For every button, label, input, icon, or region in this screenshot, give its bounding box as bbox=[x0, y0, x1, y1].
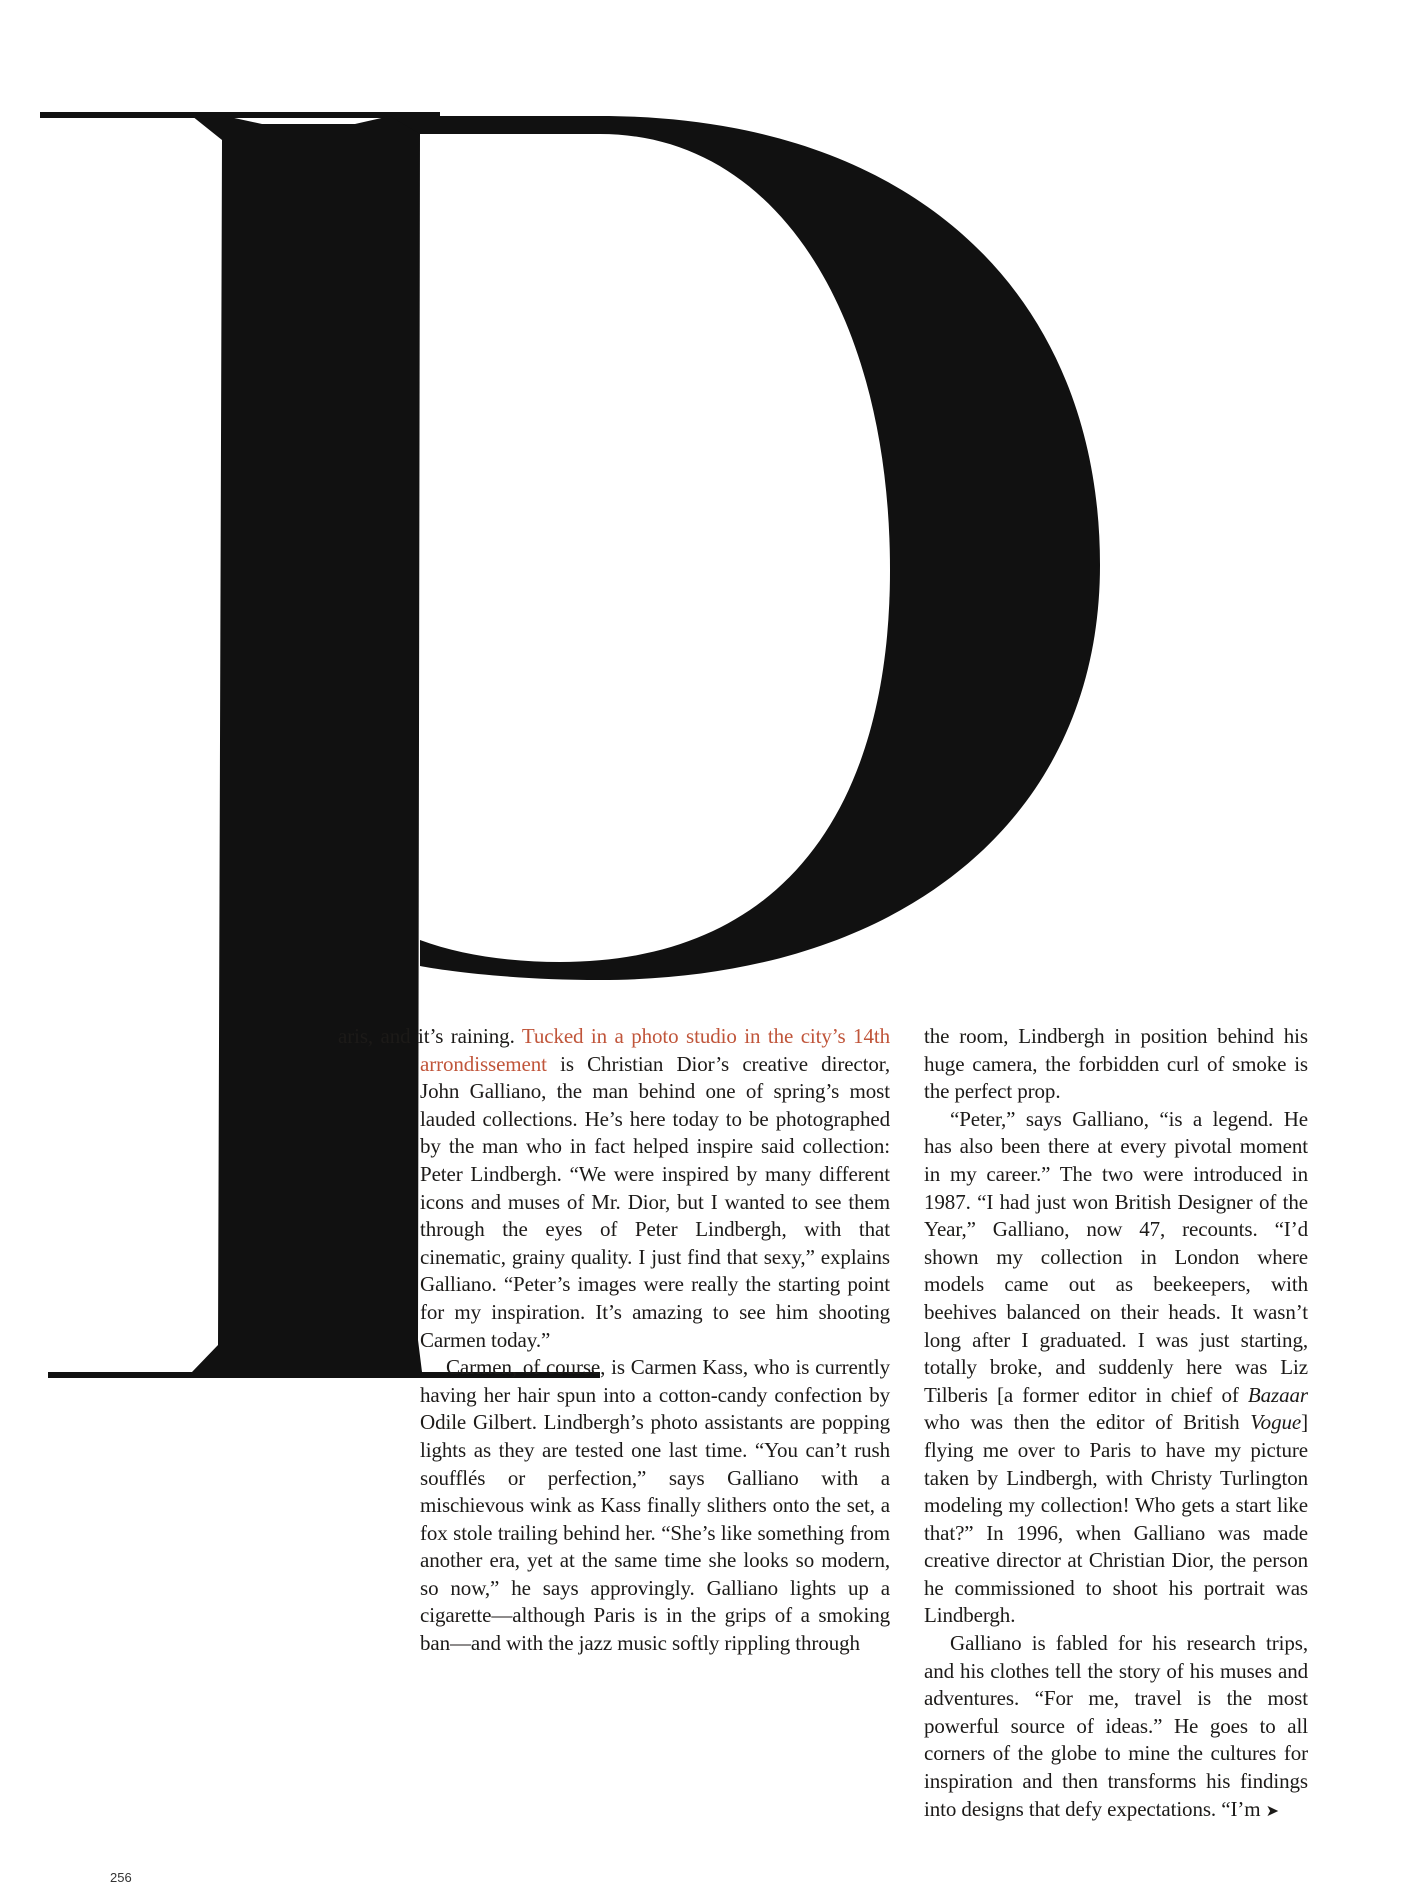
magazine-title-vogue: Vogue bbox=[1250, 1410, 1302, 1435]
page-number: 256 bbox=[110, 1870, 132, 1885]
paragraph-1-body: is Christian Dior’s creative director, John Galliano, the man behind one of spring’s most lauded collections. He’s here today to be photographed by the man who in fact helped inspire said collection: Peter Lindbergh. “We were inspired by many different icons and muses of Mr. Dior, but I wanted to see them through the eyes of Peter Lindbergh, with that cinematic, grainy quality. I just find that sexy,” explains Galliano. “Peter’s images were really the starting point for my inspiration. It’s amazing to see him shooting Carmen today.” bbox=[420, 1051, 890, 1352]
col2-paragraph-1: the room, Lindbergh in position behind his huge camera, the forbidden curl of smoke is the perfect prop. bbox=[924, 1024, 1308, 1104]
col2-paragraph-3 bbox=[924, 1630, 1308, 1824]
continue-arrow-icon: ➤ bbox=[1265, 1800, 1279, 1820]
col2-paragraph-2-part-a: “Peter,” says Galliano, “is a legend. He has also been there at every pivotal moment in my career.” The two were introduced in 1987. “I had just won British Designer of the Year,” Galliano, now 47, recounts. “I’d shown my collection in London where models came out as beekeepers, with beehives balanced on their heads. It wasn’t long after I graduated. I was just starting, totally broke, and suddenly here was Liz Tilberis [a former editor in chief of bbox=[924, 1106, 1308, 1407]
paragraph-1 bbox=[338, 1023, 890, 1354]
col2-paragraph-2-part-c: ] flying me over to Paris to have my picture taken by Lindbergh, with Christy Turlington modeling my collection! Who gets a start like that?” In 1996, when Galliano was made creative director at Christian Dior, the person he commissioned to shoot his portrait was Lindbergh. bbox=[924, 1410, 1308, 1628]
article-column-1 bbox=[338, 1023, 890, 1658]
article-column-2 bbox=[924, 1023, 1308, 1824]
lead-text: aris, and it’s raining. bbox=[338, 1024, 522, 1048]
magazine-title-bazaar: Bazaar bbox=[1247, 1382, 1308, 1407]
paragraph-2: Carmen, of course, is Carmen Kass, who is currently having her hair spun into a cotton-candy confection by Odile Gilbert. Lindbergh’s photo assistants are popping lights as they are tested one last time. “You can’t rush soufflés or perfection,” says Galliano with a mischievous wink as Kass finally slithers onto the set, a fox stole trailing behind her. “She’s like something from another era, yet at the same time she looks so modern, so now,” he says approvingly. Galliano lights up a cigarette—although Paris is in the grips of a smoking ban—and with the jazz music softly rippling through bbox=[420, 1355, 890, 1656]
col2-paragraph-3-text: Galliano is fabled for his research trips, and his clothes tell the story of his muses and adventures. “For me, travel is the most powerful source of ideas.” He goes to all corners of the globe to mine the cultures for inspiration and then transforms his findings into designs that defy expectations. “I’m bbox=[924, 1631, 1308, 1821]
lead-highlight: Tucked in a photo studio in the city’s 14th arrondissement bbox=[420, 1024, 890, 1076]
col2-paragraph-2 bbox=[924, 1106, 1308, 1630]
col2-paragraph-2-part-b: who was then the editor of British bbox=[924, 1410, 1251, 1435]
